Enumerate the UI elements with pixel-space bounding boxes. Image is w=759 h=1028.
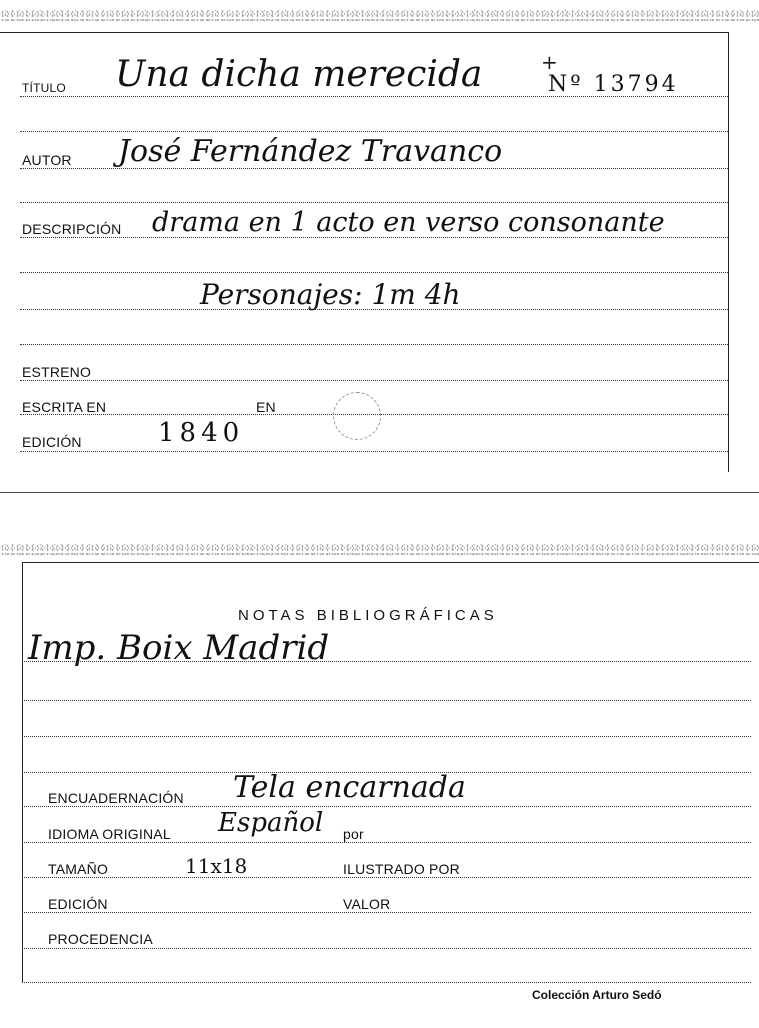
front-card bbox=[0, 0, 759, 500]
rule-estreno bbox=[20, 380, 728, 381]
autor-value: José Fernández Travanco bbox=[118, 134, 503, 169]
edicion-value: 1840 bbox=[158, 418, 245, 448]
en-label: EN bbox=[256, 399, 276, 415]
rule-procedencia bbox=[22, 948, 751, 949]
titulo-label: TÍTULO bbox=[22, 81, 66, 95]
back-card-edge bbox=[0, 544, 759, 556]
rule-notes-2 bbox=[22, 700, 751, 701]
front-card-edge bbox=[0, 10, 759, 22]
rule-tamano bbox=[22, 877, 751, 878]
titulo-value: Una dicha merecida bbox=[115, 54, 483, 95]
rule-bottom bbox=[22, 982, 751, 983]
front-top-rule bbox=[0, 32, 728, 33]
rule-idioma bbox=[22, 842, 751, 843]
procedencia-label: PROCEDENCIA bbox=[48, 931, 153, 947]
por-label: por bbox=[343, 826, 364, 842]
rule-edicion bbox=[20, 451, 728, 452]
idioma-value: Español bbox=[218, 808, 324, 838]
rule-1 bbox=[20, 131, 728, 132]
valor-label: VALOR bbox=[343, 896, 391, 912]
descripcion-label: DESCRIPCIÓN bbox=[22, 221, 122, 237]
descripcion-value: drama en 1 acto en verso consonante bbox=[152, 207, 665, 238]
cross-mark: + bbox=[541, 50, 558, 74]
notas-heading: NOTAS BIBLIOGRÁFICAS bbox=[238, 607, 498, 624]
rule-encuadernacion bbox=[22, 806, 751, 807]
tamano-value: 11x18 bbox=[185, 854, 248, 878]
personajes-value: Personajes: 1m 4h bbox=[200, 278, 461, 311]
autor-label: AUTOR bbox=[22, 152, 72, 168]
rule-2 bbox=[20, 202, 728, 203]
edicion-label: EDICIÓN bbox=[22, 434, 82, 450]
rule-notes-3 bbox=[22, 736, 751, 737]
rule-edicion-back bbox=[22, 912, 751, 913]
notes-value: Imp. Boix Madrid bbox=[28, 628, 330, 668]
back-card bbox=[0, 540, 759, 1028]
punch-hole-mark bbox=[333, 392, 381, 440]
rule-3 bbox=[20, 272, 728, 273]
tamano-label: TAMAÑO bbox=[48, 861, 109, 877]
estreno-label: ESTRENO bbox=[22, 364, 92, 380]
ilustrado-label: ILUSTRADO POR bbox=[343, 861, 460, 877]
rule-4 bbox=[20, 344, 728, 345]
collection-footer: Colección Arturo Sedó bbox=[532, 988, 662, 1002]
front-bottom-rule bbox=[0, 492, 759, 493]
escrita-en-label: ESCRITA EN bbox=[22, 399, 107, 415]
edicion-back-label: EDICIÓN bbox=[48, 896, 108, 912]
front-card-right-border bbox=[728, 32, 729, 472]
encuadernacion-value: Tela encarnada bbox=[233, 770, 466, 805]
encuadernacion-label: ENCUADERNACIÓN bbox=[48, 790, 184, 806]
idioma-label: IDIOMA ORIGINAL bbox=[48, 826, 171, 842]
numero-value: Nº 13794 bbox=[548, 72, 679, 97]
back-top-rule bbox=[22, 562, 759, 563]
